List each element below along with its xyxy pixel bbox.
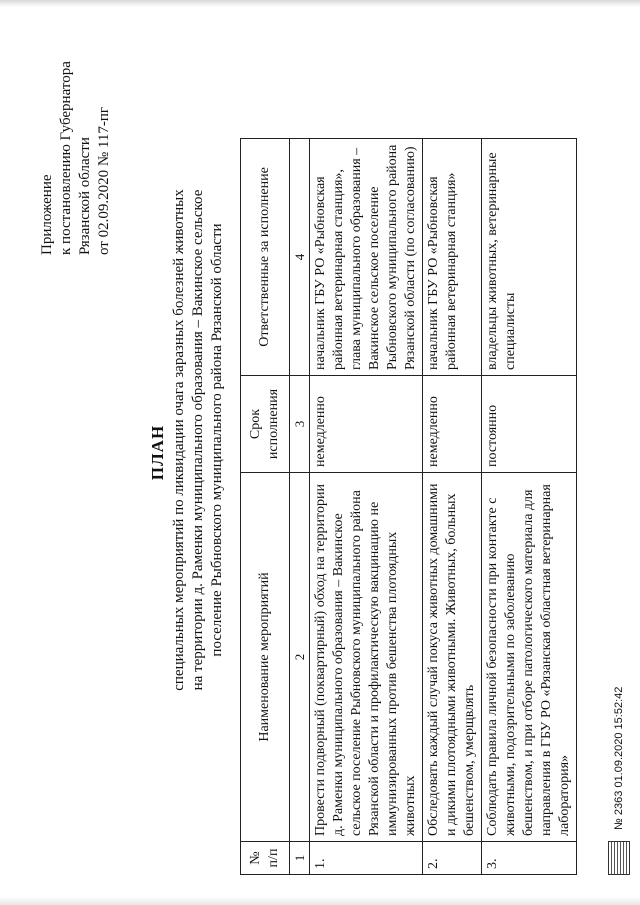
table-row (482, 139, 577, 875)
table-header-row (241, 139, 290, 875)
column-number: 1 (290, 842, 310, 875)
plan-table (240, 138, 577, 875)
subtitle-line: на территории д. Раменки муниципального образования – Вакинское сельское (190, 189, 206, 691)
header-number: № п/п (241, 842, 290, 875)
subtitle-line: поселение Рыбновского муниципального района Рязанской области (209, 223, 225, 657)
table-row (423, 139, 482, 875)
column-number: 4 (290, 139, 310, 376)
row-term: немедленно (423, 376, 482, 473)
header-responsible: Ответственные за исполнение (241, 139, 290, 376)
appendix-line: от 02.09.2020 № 117-пг (96, 106, 112, 255)
document-title: ПЛАН (148, 424, 167, 481)
appendix-block (38, 5, 114, 255)
row-action: Провести подворный (поквартирный) обход на территории д. Раменки муниципального образования – Вакинское сельское поселение Рыбновского муниципального района Рязанской области и профилактическую вакцинацию не иммунизированных против бешенства плотоядных животных (310, 473, 423, 842)
subtitle-line: специальных мероприятий по ликвидации очага заразных болезней животных (171, 189, 187, 691)
document-reference: № 2363 01.09.2020 15:52:42 (612, 686, 625, 830)
column-number: 3 (290, 376, 310, 473)
column-number-row (290, 139, 310, 875)
appendix-line: Рязанской области (77, 137, 93, 255)
table-row (310, 139, 423, 875)
column-number: 2 (290, 473, 310, 842)
row-term: постоянно (482, 376, 577, 473)
row-number: 1. (310, 842, 423, 875)
registration-stamp (608, 841, 630, 875)
row-responsible: владельцы животных, ветеринарные специалисты (482, 139, 577, 376)
row-action: Обследовать каждый случай покуса животных домашними и дикими плотоядными животными. Животных, больных бешенством, умерщвлять (423, 473, 482, 842)
row-number: 3. (482, 842, 577, 875)
header-action: Наименование мероприятий (241, 473, 290, 842)
row-action: Соблюдать правила личной безопасности при контакте с животными, подозрительными по заболеванию бешенством, и при отборе патологического материала для направления в ГБУ РО «Рязанская областная ветеринарная лаборатория» (482, 473, 577, 842)
header-term: Срок исполнения (241, 376, 290, 473)
row-number: 2. (423, 842, 482, 875)
document-subtitle (170, 65, 227, 815)
row-responsible: начальник ГБУ РО «Рыбновская районная ветеринарная станция», глава муниципального образования – Вакинское сельское поселение Рыбновского муниципального района Рязанской области (по согласованию) (310, 139, 423, 376)
row-term: немедленно (310, 376, 423, 473)
appendix-line: к постановлению Губернатора (58, 61, 74, 255)
document-footer (608, 687, 630, 875)
row-responsible: начальник ГБУ РО «Рыбновская районная ветеринарная станция» (423, 139, 482, 376)
appendix-line: Приложение (39, 174, 55, 255)
